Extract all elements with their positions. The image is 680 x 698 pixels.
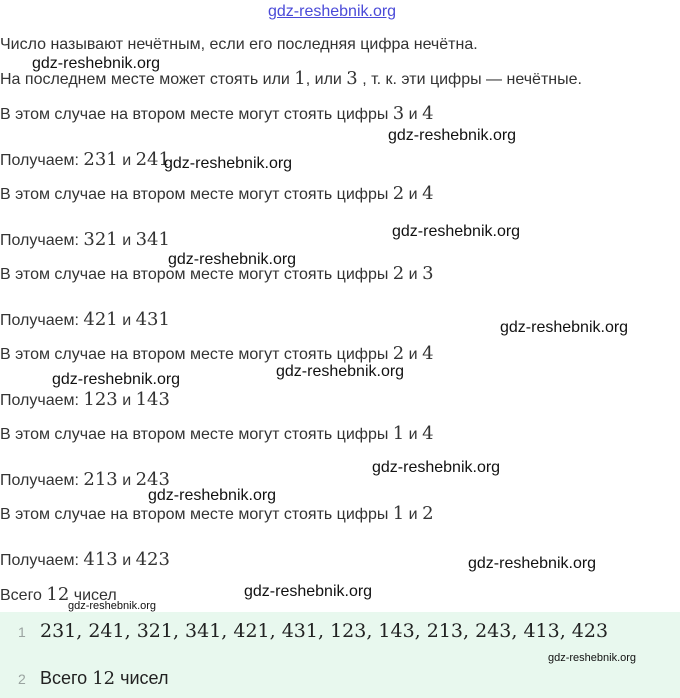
- result-line: [0, 150, 170, 171]
- total-suffix: чисел: [69, 587, 117, 604]
- watermark: gdz-reshebnik.org: [168, 251, 297, 268]
- result-number: 213: [83, 469, 118, 490]
- case-text: В этом случае на втором месте могут стоять цифры: [0, 426, 393, 443]
- answer-total-suffix: чисел: [115, 668, 169, 688]
- watermark: gdz-reshebnik.org: [164, 155, 293, 172]
- watermark: gdz-reshebnik.org: [500, 319, 629, 336]
- watermark: gdz-reshebnik.org: [392, 223, 521, 240]
- case-digit: 1: [392, 503, 405, 524]
- case-line: [0, 424, 434, 445]
- row-index: 2: [18, 671, 26, 687]
- result-prefix: Получаем:: [0, 232, 84, 249]
- intro-text-1: Число называют нечётным, если его последняя цифра нечётна.: [0, 36, 478, 53]
- result-line: [0, 390, 170, 411]
- result-prefix: Получаем:: [0, 552, 84, 569]
- case-digit: 3: [392, 103, 405, 124]
- digit-three: 3: [346, 68, 358, 89]
- watermark: gdz-reshebnik.org: [68, 600, 157, 612]
- answer-total: [40, 668, 168, 689]
- answer-total-count: 12: [92, 668, 116, 689]
- intro-line-1: [0, 35, 478, 55]
- and-word: и: [117, 152, 136, 169]
- and-word: и: [404, 506, 423, 523]
- result-number: 241: [135, 149, 170, 170]
- case-digit: 4: [422, 103, 434, 124]
- and-word: и: [117, 232, 136, 249]
- and-word: и: [117, 552, 136, 569]
- result-prefix: Получаем:: [0, 392, 84, 409]
- result-prefix: Получаем:: [0, 312, 84, 329]
- case-line: [0, 184, 434, 205]
- watermark: gdz-reshebnik.org: [276, 363, 405, 380]
- watermark: gdz-reshebnik.org: [468, 555, 597, 572]
- case-digit: 4: [422, 423, 434, 444]
- and-word: и: [117, 312, 136, 329]
- result-number: 321: [83, 229, 118, 250]
- and-word: и: [117, 392, 136, 409]
- case-text: В этом случае на втором месте могут стоять цифры: [0, 266, 393, 283]
- and-word: и: [404, 346, 423, 363]
- case-text: В этом случае на втором месте могут стоять цифры: [0, 186, 393, 203]
- case-digit: 4: [422, 343, 434, 364]
- watermark: gdz-reshebnik.org: [244, 583, 373, 600]
- watermark: gdz-reshebnik.org: [388, 127, 517, 144]
- case-digit: 4: [422, 183, 434, 204]
- watermark: gdz-reshebnik.org: [548, 652, 637, 664]
- watermark: gdz-reshebnik.org: [32, 55, 161, 72]
- and-word: и: [404, 106, 423, 123]
- case-digit: 3: [422, 263, 434, 284]
- row-index: 1: [18, 624, 26, 640]
- result-number: 231: [83, 149, 118, 170]
- answer-total-prefix: Всего: [40, 668, 93, 688]
- result-number: 431: [135, 309, 170, 330]
- result-prefix: Получаем:: [0, 472, 84, 489]
- intro-text-2a: На последнем месте может стоять или: [0, 71, 295, 88]
- case-text: В этом случае на втором месте могут стоять цифры: [0, 346, 393, 363]
- result-line: [0, 310, 170, 331]
- and-word: и: [404, 266, 423, 283]
- case-digit: 1: [392, 423, 405, 444]
- result-number: 341: [135, 229, 170, 250]
- case-text: В этом случае на втором месте могут стоять цифры: [0, 506, 393, 523]
- digit-one: 1: [294, 68, 306, 89]
- case-line: [0, 344, 434, 365]
- result-number: 123: [83, 389, 118, 410]
- result-line: [0, 550, 170, 571]
- result-line: [0, 470, 170, 491]
- result-prefix: Получаем:: [0, 152, 84, 169]
- watermark: gdz-reshebnik.org: [372, 459, 501, 476]
- result-line: [0, 230, 170, 251]
- result-number: 421: [83, 309, 118, 330]
- result-number: 243: [135, 469, 170, 490]
- answer-numbers: 231, 241, 321, 341, 421, 431, 123, 143, 213, 243, 413, 423: [40, 620, 609, 642]
- and-word: и: [117, 472, 136, 489]
- case-line: [0, 104, 434, 125]
- result-number: 143: [135, 389, 170, 410]
- intro-text-2c: , т. к. эти цифры — нечётные.: [357, 71, 582, 88]
- case-text: В этом случае на втором месте могут стоять цифры: [0, 106, 393, 123]
- result-number: 413: [83, 549, 118, 570]
- intro-text-2b: , или: [305, 71, 347, 88]
- case-line: [0, 504, 434, 525]
- watermark: gdz-reshebnik.org: [148, 487, 277, 504]
- case-digit: 2: [422, 503, 434, 524]
- total-prefix: Всего: [0, 587, 47, 604]
- case-digit: 2: [392, 343, 405, 364]
- case-digit: 2: [392, 263, 405, 284]
- and-word: и: [404, 426, 423, 443]
- total-count: 12: [46, 584, 70, 605]
- watermark-top: gdz-reshebnik.org: [268, 3, 397, 20]
- and-word: и: [404, 186, 423, 203]
- watermark: gdz-reshebnik.org: [52, 371, 181, 388]
- case-digit: 2: [392, 183, 405, 204]
- result-number: 423: [135, 549, 170, 570]
